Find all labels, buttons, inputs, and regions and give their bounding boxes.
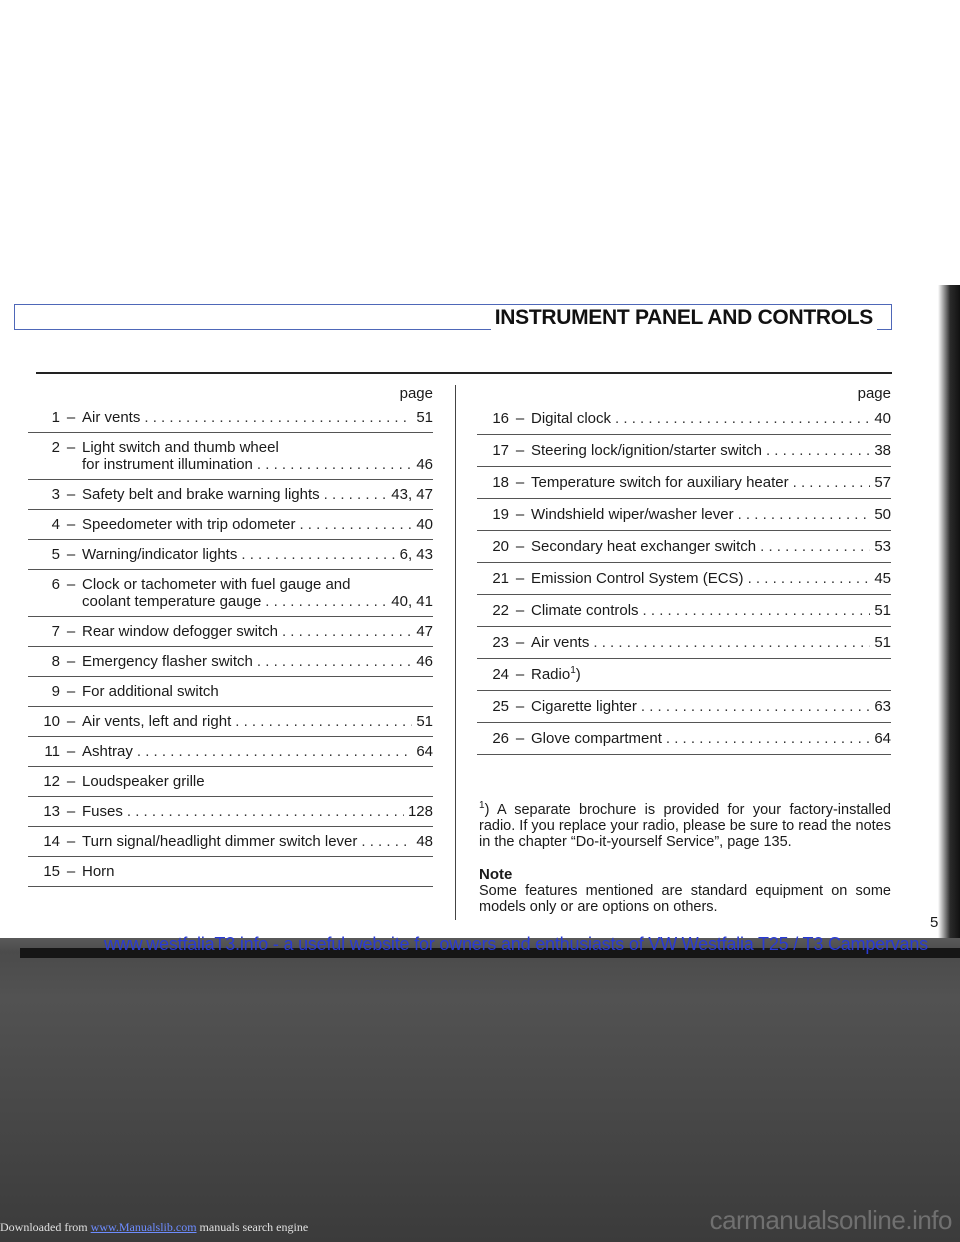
index-entry bbox=[28, 797, 433, 827]
entry-page: 64 bbox=[416, 743, 433, 760]
entry-label bbox=[531, 474, 789, 491]
entry-label bbox=[82, 546, 237, 563]
entry-label bbox=[531, 602, 639, 619]
footer-prefix: Downloaded from bbox=[0, 1220, 91, 1234]
entry-page: 6, 43 bbox=[399, 546, 433, 563]
entry-dash: – bbox=[66, 516, 76, 533]
entry-number: 19 bbox=[492, 506, 509, 523]
entry-label-text: Speedometer with trip odometer bbox=[82, 516, 296, 533]
entry-dash: – bbox=[515, 410, 525, 427]
entry-page: 64 bbox=[874, 730, 891, 747]
entry-page: 43, 47 bbox=[391, 486, 433, 503]
entry-number: 22 bbox=[492, 602, 509, 619]
entry-label-text: Emission Control System (ECS) bbox=[531, 570, 744, 587]
entry-label bbox=[531, 538, 756, 555]
entry-number: 25 bbox=[492, 698, 509, 715]
index-entry bbox=[28, 827, 433, 857]
entry-label bbox=[82, 439, 279, 456]
entry-label-text: Steering lock/ignition/starter switch bbox=[531, 442, 762, 459]
entry-dash: – bbox=[66, 713, 76, 730]
index-entry bbox=[477, 499, 891, 531]
entry-label bbox=[82, 833, 357, 850]
left-index-column bbox=[28, 385, 433, 887]
leader-dots bbox=[241, 546, 395, 563]
scan-background bbox=[0, 938, 960, 1242]
entry-page: 46 bbox=[416, 653, 433, 670]
entry-dash: – bbox=[66, 803, 76, 820]
entry-page: 45 bbox=[874, 570, 891, 587]
entry-number: 20 bbox=[492, 538, 509, 555]
entry-label bbox=[82, 653, 253, 670]
entry-label-text: Turn signal/headlight dimmer switch lever bbox=[82, 833, 358, 850]
entry-label bbox=[531, 570, 744, 587]
note-text: Some features mentioned are standard equipment on some models only or are options on others. bbox=[479, 883, 891, 915]
index-entry bbox=[28, 540, 433, 570]
index-entry bbox=[477, 659, 891, 691]
entry-page: 50 bbox=[874, 506, 891, 523]
entry-label-text: Loudspeaker grille bbox=[82, 773, 205, 790]
leader-dots bbox=[324, 486, 388, 503]
footnote-marker: 1 bbox=[479, 800, 485, 812]
entry-number: 5 bbox=[51, 546, 60, 563]
entry-page: 57 bbox=[874, 474, 891, 491]
leader-dots bbox=[643, 602, 871, 619]
entry-page: 40 bbox=[874, 410, 891, 427]
page-column-label: page bbox=[857, 385, 891, 402]
entry-number: 15 bbox=[43, 863, 60, 880]
entry-label-text: Climate controls bbox=[531, 602, 639, 619]
entry-page: 51 bbox=[874, 634, 891, 651]
entry-dash: – bbox=[66, 863, 76, 880]
right-entry-list bbox=[477, 403, 891, 755]
entry-label bbox=[82, 743, 133, 760]
index-entry bbox=[477, 403, 891, 435]
entry-label-text: Air vents, left and right bbox=[82, 713, 232, 730]
index-entry bbox=[28, 480, 433, 510]
entry-page: 53 bbox=[874, 538, 891, 555]
entry-label-text: Emergency flasher switch bbox=[82, 653, 253, 670]
leader-dots bbox=[144, 409, 412, 426]
entry-label-text: Glove compartment bbox=[531, 730, 662, 747]
entry-number: 10 bbox=[43, 713, 60, 730]
index-entry bbox=[477, 691, 891, 723]
entry-label bbox=[531, 634, 589, 651]
entry-page: 40 bbox=[416, 516, 433, 533]
entry-dash: – bbox=[515, 570, 525, 587]
leader-dots bbox=[299, 516, 412, 533]
entry-page: 48 bbox=[416, 833, 433, 850]
entry-number: 26 bbox=[492, 730, 509, 747]
entry-dash: – bbox=[515, 538, 525, 555]
entry-label bbox=[82, 803, 123, 820]
entry-dash: – bbox=[515, 506, 525, 523]
entry-label-text: Secondary heat exchanger switch bbox=[531, 538, 757, 555]
entry-label-text: Ashtray bbox=[82, 743, 133, 760]
entry-number: 3 bbox=[51, 486, 60, 503]
entry-label bbox=[531, 506, 734, 523]
entry-dash: – bbox=[66, 409, 76, 426]
leader-dots bbox=[766, 442, 870, 459]
entry-label-text: Windshield wiper/washer lever bbox=[531, 506, 734, 523]
index-entry bbox=[28, 737, 433, 767]
entry-number: 7 bbox=[51, 623, 60, 640]
entry-label-text: Air vents bbox=[82, 409, 141, 426]
entry-label bbox=[82, 409, 140, 426]
leader-dots bbox=[361, 833, 412, 850]
index-entry bbox=[28, 617, 433, 647]
entry-dash: – bbox=[66, 653, 76, 670]
section-header bbox=[14, 304, 892, 330]
leader-dots bbox=[593, 634, 870, 651]
entry-page: 40, 41 bbox=[391, 593, 433, 610]
entry-label-text: Temperature switch for auxiliary heater bbox=[531, 474, 789, 491]
leader-dots bbox=[282, 623, 412, 640]
entry-label-text: Light switch and thumb wheel bbox=[82, 439, 279, 456]
section-title: INSTRUMENT PANEL AND CONTROLS bbox=[491, 305, 877, 331]
leader-dots bbox=[257, 653, 412, 670]
entry-label bbox=[531, 410, 611, 427]
index-entry bbox=[477, 595, 891, 627]
blank-margin bbox=[0, 0, 960, 290]
entry-label bbox=[82, 683, 219, 700]
entry-label-text: Warning/indicator lights bbox=[82, 546, 238, 563]
entry-dash: – bbox=[66, 546, 76, 563]
entry-page: 128 bbox=[407, 803, 433, 820]
entry-number: 23 bbox=[492, 634, 509, 651]
entry-label-text: Radio bbox=[531, 666, 571, 683]
index-entry bbox=[28, 677, 433, 707]
radio-footnote bbox=[479, 802, 891, 850]
entry-label bbox=[82, 486, 320, 503]
download-footer bbox=[0, 1220, 308, 1235]
entry-dash: – bbox=[66, 623, 76, 640]
entry-number: 2 bbox=[51, 439, 60, 456]
entry-label-text: Rear window defogger switch bbox=[82, 623, 278, 640]
entry-dash: – bbox=[66, 743, 76, 760]
entry-label-continued: for instrument illumination bbox=[82, 456, 253, 473]
entry-page: 47 bbox=[416, 623, 433, 640]
leader-dots bbox=[760, 538, 870, 555]
entry-label-text: For additional switch bbox=[82, 683, 219, 700]
index-entry bbox=[28, 857, 433, 887]
entry-dash: – bbox=[515, 698, 525, 715]
entry-dash: – bbox=[515, 666, 525, 683]
entry-dash: – bbox=[66, 773, 76, 790]
entry-dash: – bbox=[515, 602, 525, 619]
entry-page: 63 bbox=[874, 698, 891, 715]
page-edge-shadow bbox=[938, 285, 960, 945]
entry-label bbox=[82, 516, 295, 533]
manualslib-link[interactable]: www.Manualslib.com bbox=[90, 1220, 197, 1234]
entry-label-text: Air vents bbox=[531, 634, 590, 651]
entry-label-text: Clock or tachometer with fuel gauge and bbox=[82, 576, 351, 593]
entry-dash: – bbox=[515, 474, 525, 491]
index-entry bbox=[28, 433, 433, 480]
page-column-label: page bbox=[399, 385, 433, 402]
leader-dots bbox=[235, 713, 412, 730]
index-entry bbox=[28, 767, 433, 797]
entry-number: 13 bbox=[43, 803, 60, 820]
entry-page: 51 bbox=[874, 602, 891, 619]
index-entry bbox=[477, 467, 891, 499]
entry-number: 24 bbox=[492, 666, 509, 683]
leader-dots bbox=[793, 474, 871, 491]
leader-dots bbox=[666, 730, 870, 747]
header-rule bbox=[36, 372, 892, 374]
entry-page: 51 bbox=[416, 409, 433, 426]
entry-label-continued: coolant temperature gauge bbox=[82, 593, 262, 610]
entry-label-text: Cigarette lighter bbox=[531, 698, 637, 715]
entry-dash: – bbox=[66, 833, 76, 850]
index-entry bbox=[477, 723, 891, 755]
entry-number: 17 bbox=[492, 442, 509, 459]
index-entry bbox=[477, 531, 891, 563]
entry-label bbox=[531, 442, 762, 459]
entry-number: 18 bbox=[492, 474, 509, 491]
entry-label-text: Digital clock bbox=[531, 410, 612, 427]
entry-label bbox=[531, 698, 637, 715]
website-watermark: www.westfaliaT3.info - a useful website for owners and enthusiasts of VW Westfalia T25 / T3 Campervans bbox=[104, 934, 928, 954]
entry-label bbox=[531, 666, 581, 683]
footnote-text: ) A separate brochure is provided for your factory-installed radio. If you replace your radio, please be sure to read the notes in the chapter “Do-it-yourself Service”, page 135. bbox=[479, 802, 891, 850]
page-number: 5 bbox=[930, 914, 939, 931]
entry-label bbox=[82, 713, 231, 730]
index-entry bbox=[28, 647, 433, 677]
entry-label bbox=[82, 863, 115, 880]
entry-dash: – bbox=[66, 486, 76, 503]
left-entry-list bbox=[28, 403, 433, 887]
entry-number: 12 bbox=[43, 773, 60, 790]
index-entry bbox=[477, 627, 891, 659]
entry-number: 9 bbox=[51, 683, 60, 700]
entry-dash: – bbox=[66, 576, 76, 593]
entry-dash: – bbox=[515, 730, 525, 747]
entry-page: 38 bbox=[874, 442, 891, 459]
entry-dash: – bbox=[66, 439, 76, 456]
entry-number: 8 bbox=[51, 653, 60, 670]
index-entry bbox=[28, 510, 433, 540]
entry-number: 1 bbox=[51, 409, 60, 426]
leader-dots bbox=[641, 698, 870, 715]
leader-dots bbox=[265, 593, 387, 610]
leader-dots bbox=[738, 506, 871, 523]
entry-label-suffix: ) bbox=[575, 666, 581, 683]
column-divider bbox=[455, 385, 456, 920]
index-entry bbox=[28, 570, 433, 617]
entry-number: 16 bbox=[492, 410, 509, 427]
entry-number: 11 bbox=[44, 743, 60, 760]
index-entry bbox=[477, 563, 891, 595]
right-index-column bbox=[477, 385, 891, 755]
entry-dash: – bbox=[515, 634, 525, 651]
index-entry bbox=[28, 707, 433, 737]
index-entry bbox=[477, 435, 891, 467]
entry-number: 14 bbox=[43, 833, 60, 850]
entry-label-text: Fuses bbox=[82, 803, 123, 820]
leader-dots bbox=[257, 456, 412, 473]
entry-label-text: Horn bbox=[82, 863, 115, 880]
entry-dash: – bbox=[66, 683, 76, 700]
entry-number: 21 bbox=[492, 570, 509, 587]
entry-label bbox=[82, 773, 205, 790]
entry-page: 51 bbox=[416, 713, 433, 730]
entry-number: 4 bbox=[51, 516, 60, 533]
index-entry bbox=[28, 403, 433, 433]
footer-suffix: manuals search engine bbox=[196, 1220, 309, 1234]
entry-label bbox=[82, 623, 278, 640]
leader-dots bbox=[137, 743, 412, 760]
entry-label bbox=[531, 730, 662, 747]
leader-dots bbox=[615, 410, 870, 427]
entry-number: 6 bbox=[51, 576, 60, 593]
site-watermark: carmanualsonline.info bbox=[709, 1205, 952, 1235]
entry-label bbox=[82, 576, 350, 593]
entry-page: 46 bbox=[416, 456, 433, 473]
entry-footnote-marker: 1 bbox=[570, 665, 576, 676]
note-heading: Note bbox=[479, 866, 513, 883]
leader-dots bbox=[748, 570, 871, 587]
leader-dots bbox=[127, 803, 404, 820]
entry-label-text: Safety belt and brake warning lights bbox=[82, 486, 320, 503]
entry-dash: – bbox=[515, 442, 525, 459]
